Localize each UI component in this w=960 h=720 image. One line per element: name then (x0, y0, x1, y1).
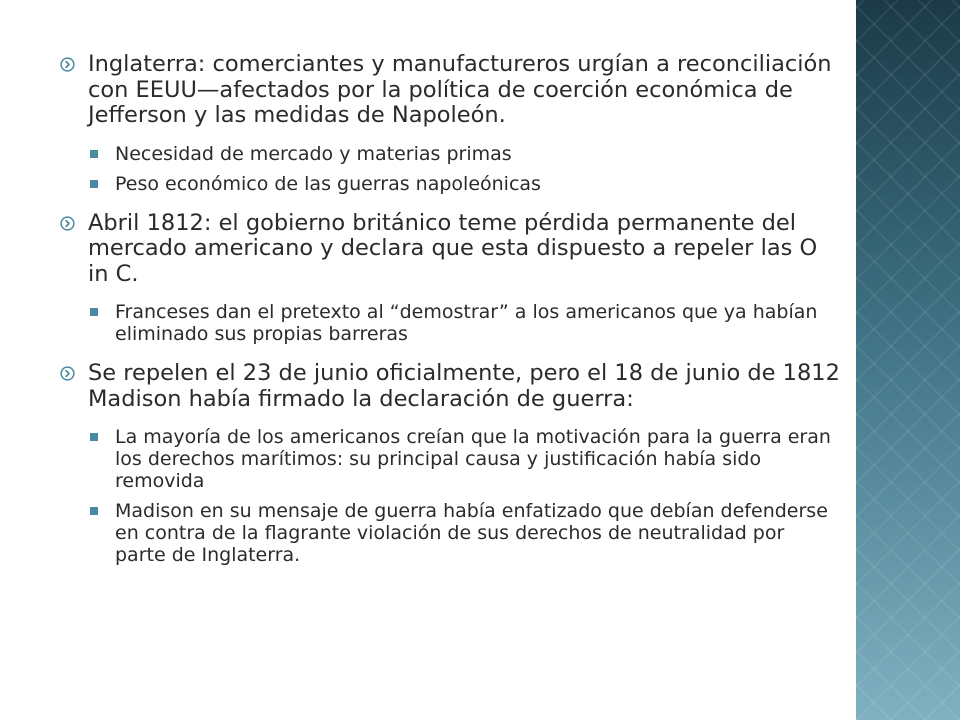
sub-bullet-item (60, 426, 840, 492)
bullet-text: Se repelen el 23 de junio oficialmente, pero el 18 de junio de 1812 Madison había firmado la declaración de guerra: (88, 360, 840, 412)
circled-chevron-icon (60, 216, 75, 231)
square-bullet-icon (90, 150, 98, 158)
circled-chevron-icon (60, 366, 75, 381)
square-bullet-icon (90, 180, 98, 188)
bullet-item (60, 361, 840, 412)
sub-bullet-text: La mayoría de los americanos creían que la motivación para la guerra eran los derechos marítimos: su principal causa y justificación había sido removida (115, 426, 831, 492)
sub-bullet-text: Madison en su mensaje de guerra había enfatizado que debían defenderse en contra de la flagrante violación de sus derechos de neutralidad por parte de Inglaterra. (115, 500, 828, 566)
sub-bullet-text: Franceses dan el pretexto al “demostrar” a los americanos que ya habían eliminado sus propias barreras (115, 301, 818, 345)
bullet-item (60, 211, 840, 288)
decorative-side-panel (856, 0, 960, 720)
sub-bullet-item (60, 500, 840, 566)
sub-bullet-item (60, 173, 840, 195)
square-bullet-icon (90, 308, 98, 316)
square-bullet-icon (90, 507, 98, 515)
slide-body (60, 52, 840, 566)
sub-bullet-text: Peso económico de las guerras napoleónicas (115, 172, 541, 195)
bullet-text: Abril 1812: el gobierno británico teme pérdida permanente del mercado americano y declara que esta dispuesto a repeler las O in C. (88, 209, 818, 287)
bullet-text: Inglaterra: comerciantes y manufactureros urgían a reconciliación con EEUU—afectados por la política de coerción económica de Jefferson y las medidas de Napoleón. (88, 51, 832, 128)
bullet-item (60, 52, 840, 129)
square-bullet-icon (90, 433, 98, 441)
sub-bullet-text: Necesidad de mercado y materias primas (115, 142, 512, 165)
sub-bullet-item (60, 301, 840, 345)
sub-bullet-item (60, 143, 840, 165)
circled-chevron-icon (60, 57, 75, 72)
